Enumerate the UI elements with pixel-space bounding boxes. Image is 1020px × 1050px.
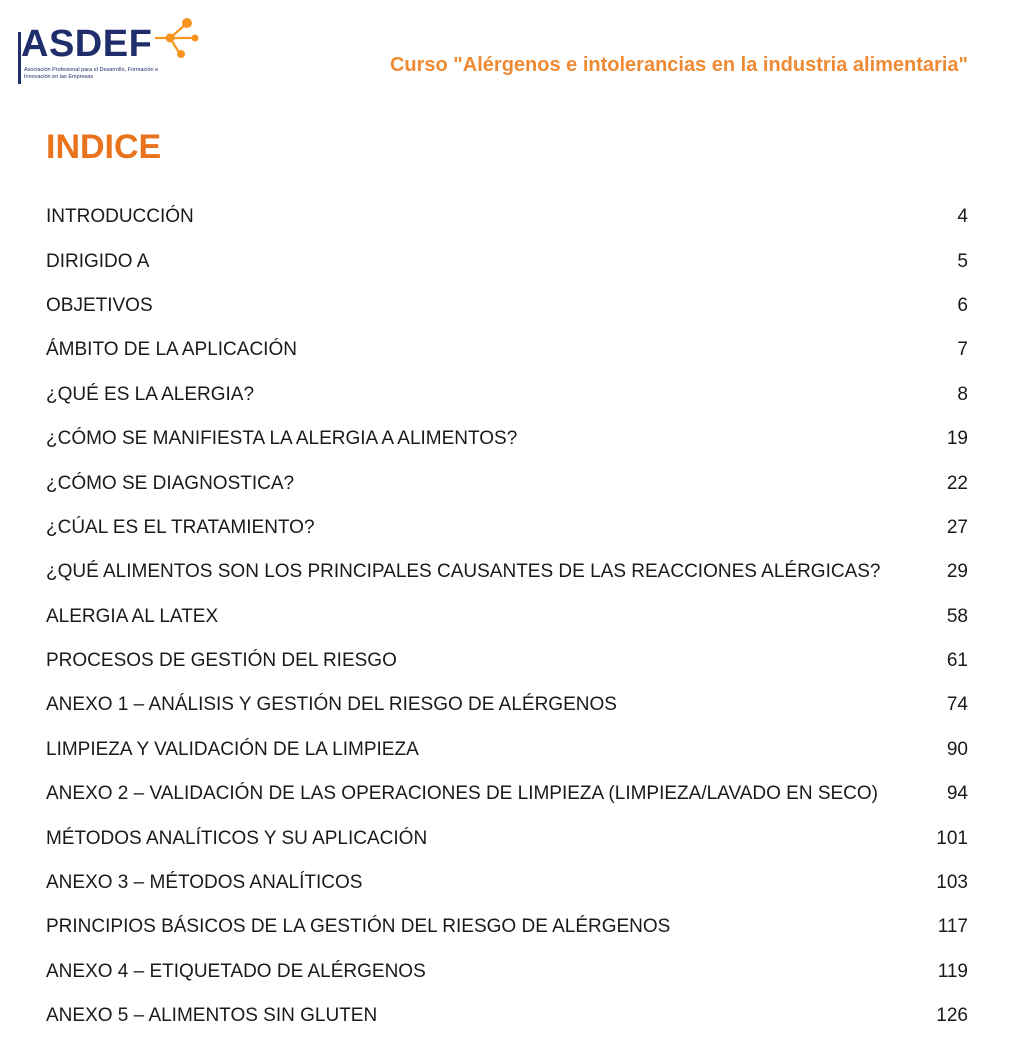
toc-entry[interactable]	[46, 994, 970, 1038]
toc-entry-title: ALERGIA AL LATEX	[46, 605, 219, 627]
toc-entry-title: ¿CÓMO SE DIAGNOSTICA?	[46, 472, 295, 494]
toc-entry[interactable]	[46, 683, 970, 727]
toc-entry-page-number: 103	[936, 872, 968, 894]
toc-entry-title: ¿QUÉ ALIMENTOS SON LOS PRINCIPALES CAUSANTES DE LAS REACCIONES ALÉRGICAS?	[46, 561, 881, 583]
toc-entry-page-number: 94	[946, 783, 968, 805]
toc-entry-title: LIMPIEZA Y VALIDACIÓN DE LA LIMPIEZA	[46, 738, 419, 760]
toc-entry-title: ¿QUÉ ES LA ALERGIA?	[46, 383, 255, 405]
toc-entry-page-number: 22	[946, 472, 968, 494]
molecule-icon	[150, 16, 200, 60]
toc-entry-page-number: 117	[937, 916, 968, 938]
index-heading: INDICE	[46, 128, 162, 166]
page-header	[0, 0, 1020, 110]
toc-entry-title: DIRIGIDO A	[46, 250, 150, 272]
toc-entry[interactable]	[46, 506, 970, 550]
toc-entry-title: ¿CÚAL ES EL TRATAMIENTO?	[46, 516, 315, 538]
toc-entry[interactable]	[46, 373, 970, 417]
toc-entry-page-number: 119	[937, 960, 968, 982]
toc-entry-title: OBJETIVOS	[46, 294, 153, 316]
toc-entry-title: ANEXO 4 – ETIQUETADO DE ALÉRGENOS	[46, 960, 426, 982]
toc-entry-page-number: 74	[946, 694, 968, 716]
toc-entry[interactable]	[46, 861, 970, 905]
toc-entry-title: PRINCIPIOS BÁSICOS DE LA GESTIÓN DEL RIESGO DE ALÉRGENOS	[46, 916, 671, 938]
toc-entry[interactable]	[46, 284, 970, 328]
toc-entry-page-number: 5	[957, 250, 968, 272]
toc-entry-page-number: 101	[936, 827, 968, 849]
toc-entry-page-number: 27	[946, 516, 968, 538]
table-of-contents	[46, 195, 970, 1038]
toc-entry-page-number: 19	[946, 428, 968, 450]
toc-entry[interactable]	[46, 239, 970, 283]
toc-entry[interactable]	[46, 550, 970, 594]
toc-entry[interactable]	[46, 461, 970, 505]
toc-entry-page-number: 58	[946, 605, 968, 627]
toc-entry[interactable]	[46, 728, 970, 772]
toc-entry-page-number: 29	[946, 561, 968, 583]
toc-entry-title: ÁMBITO DE LA APLICACIÓN	[46, 339, 297, 361]
toc-entry[interactable]	[46, 772, 970, 816]
toc-entry[interactable]	[46, 195, 970, 239]
toc-entry-page-number: 7	[957, 339, 968, 361]
toc-entry[interactable]	[46, 328, 970, 372]
toc-entry[interactable]	[46, 950, 970, 994]
toc-entry-page-number: 90	[946, 738, 968, 760]
course-title: Curso "Alérgenos e intolerancias en la industria alimentaria"	[389, 54, 968, 76]
logo-tagline: Asociación Profesional para el Desarrollo, Formación e Innovación en las Empresas	[24, 67, 159, 80]
toc-entry[interactable]	[46, 905, 970, 949]
toc-entry-title: ¿CÓMO SE MANIFIESTA LA ALERGIA A ALIMENTOS?	[46, 428, 518, 450]
toc-entry-title: ANEXO 5 – ALIMENTOS SIN GLUTEN	[46, 1005, 378, 1027]
toc-entry[interactable]	[46, 816, 970, 860]
toc-entry-title: ANEXO 3 – MÉTODOS ANALÍTICOS	[46, 872, 363, 894]
toc-entry-page-number: 126	[936, 1005, 968, 1027]
toc-entry-page-number: 61	[946, 650, 968, 672]
toc-entry-title: ANEXO 2 – VALIDACIÓN DE LAS OPERACIONES DE LIMPIEZA (LIMPIEZA/LAVADO EN SECO)	[46, 783, 879, 805]
toc-entry-title: PROCESOS DE GESTIÓN DEL RIESGO	[46, 650, 397, 672]
toc-entry-page-number: 6	[957, 294, 968, 316]
toc-entry[interactable]	[46, 595, 970, 639]
toc-entry-page-number: 8	[957, 383, 968, 405]
asdef-logo	[18, 16, 208, 88]
logo-wordmark: ASDEF	[21, 23, 153, 65]
toc-entry-page-number: 4	[957, 206, 968, 228]
toc-entry[interactable]	[46, 639, 970, 683]
toc-entry-title: INTRODUCCIÓN	[46, 206, 194, 228]
toc-entry[interactable]	[46, 417, 970, 461]
toc-entry-title: ANEXO 1 – ANÁLISIS Y GESTIÓN DEL RIESGO DE ALÉRGENOS	[46, 694, 617, 716]
toc-entry-title: MÉTODOS ANALÍTICOS Y SU APLICACIÓN	[46, 827, 428, 849]
